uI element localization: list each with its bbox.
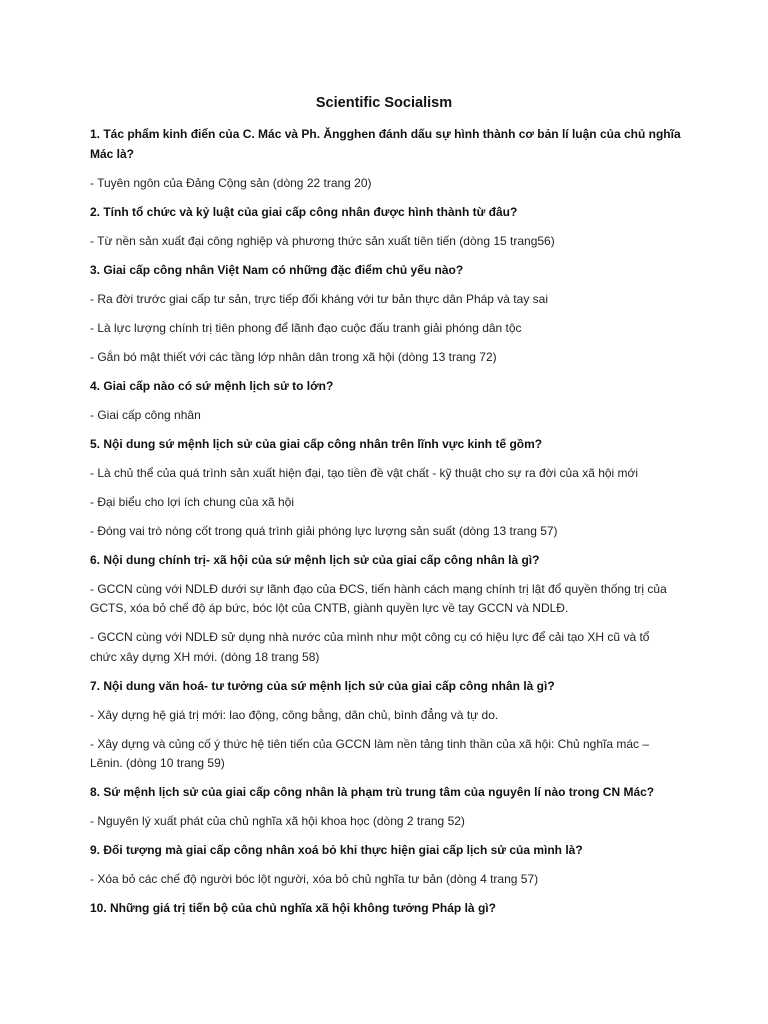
answer-2-1: - Từ nền sản xuất đại công nghiệp và phương thức sản xuất tiên tiến (dòng 15 trang56) (90, 233, 555, 248)
question-2: 2. Tính tổ chức và kỷ luật của giai cấp công nhân được hình thành từ đâu? (90, 204, 518, 219)
question-10: 10. Những giá trị tiến bộ của chủ nghĩa xã hội không tưởng Pháp là gì? (90, 901, 496, 915)
question-8: 8. Sứ mệnh lịch sử của giai cấp công nhân là phạm trù trung tâm của nguyên lí nào trong CN Mác? (90, 785, 655, 799)
qa-item-2 (90, 203, 768, 252)
qa-item-5 (90, 435, 768, 542)
answer-5-3: - Đóng vai trò nòng cốt trong quá trình giải phóng lực lượng sản suất (dòng 13 trang 57) (90, 523, 558, 538)
question-7: 7. Nội dung văn hoá- tư tưởng của sứ mệnh lịch sử của giai cấp công nhân là gì? (90, 678, 555, 693)
answer-line: Lênin. (dòng 10 trang 59) (90, 756, 225, 770)
answer-3-1: - Ra đời trước giai cấp tư sản, trực tiếp đối kháng với tư bản thực dân Pháp và tay sai (90, 291, 548, 306)
qa-item-10 (90, 899, 768, 919)
question-line: Mác là? (90, 146, 135, 161)
answer-line: GCTS, xóa bỏ chế độ áp bức, bóc lột của CNTB, giành quyền lực về tay GCCN và NDLĐ. (90, 601, 569, 615)
question-6: 6. Nội dung chính trị- xã hội của sứ mệnh lịch sử của giai cấp công nhân là gì? (90, 552, 540, 567)
answer-7-1: - Xây dựng hệ giá trị mới: lao động, công bằng, dân chủ, bình đẳng và tự do. (90, 707, 499, 722)
question-3: 3. Giai cấp công nhân Việt Nam có những đặc điểm chủ yếu nào? (90, 262, 464, 277)
question-9: 9. Đối tượng mà giai cấp công nhân xoá bỏ khi thực hiện giai cấp lịch sử của mình là? (90, 843, 583, 857)
document-title: Scientific Socialism (315, 95, 453, 111)
answer-5-1: - Là chủ thể của quá trình sản xuất hiện đại, tạo tiền đề vật chất - kỹ thuật cho sự ra đời của xã hội mới (90, 465, 639, 480)
answer-8-1: - Nguyên lý xuất phát của chủ nghĩa xã hội khoa học (dòng 2 trang 52) (90, 814, 465, 828)
answer-9-1: - Xóa bỏ các chế độ người bóc lột người, xóa bỏ chủ nghĩa tư bản (dòng 4 trang 57) (90, 872, 539, 886)
question-line: 1. Tác phẩm kinh điển của C. Mác và Ph. Ăngghen đánh dấu sự hình thành cơ bản lí luận của chủ nghĩa (90, 127, 681, 141)
answer-7-2 (90, 735, 768, 774)
qa-item-1 (90, 125, 768, 193)
answer-3-3: - Gắn bó mật thiết với các tầng lớp nhân dân trong xã hội (dòng 13 trang 72) (90, 349, 497, 364)
qa-item-9 (90, 841, 768, 890)
qa-item-8 (90, 783, 768, 832)
answer-6-2 (90, 628, 768, 667)
answer-4-1: - Giai cấp công nhân (90, 407, 201, 422)
question-5: 5. Nội dung sứ mệnh lịch sử của giai cấp công nhân trên lĩnh vực kinh tế gồm? (90, 436, 543, 451)
question-1 (90, 125, 768, 164)
qa-item-6 (90, 551, 768, 668)
qa-item-3 (90, 261, 768, 368)
question-4: 4. Giai cấp nào có sứ mệnh lịch sử to lớn? (90, 378, 334, 393)
qa-item-7 (90, 677, 768, 774)
answer-line: - GCCN cùng với NDLĐ dưới sự lãnh đạo của ĐCS, tiến hành cách mạng chính trị lật đổ quyền thống trị của (90, 581, 667, 596)
answer-6-1 (90, 580, 768, 619)
qa-item-4 (90, 377, 768, 426)
answer-line: - GCCN cùng với NDLĐ sử dụng nhà nước của mình như một công cụ có hiệu lực để cải tạo XH cũ và tổ (90, 630, 650, 644)
answer-line: - Xây dựng và củng cố ý thức hệ tiên tiến của GCCN làm nền tảng tinh thần của xã hội: Chủ nghĩa mác – (90, 736, 650, 751)
answer-line: chức xây dựng XH mới. (dòng 18 trang 58) (90, 649, 320, 664)
answer-3-2: - Là lực lượng chính trị tiên phong để lãnh đạo cuộc đấu tranh giải phóng dân tộc (90, 320, 522, 335)
answer-5-2: - Đại biểu cho lợi ích chung của xã hội (90, 494, 294, 509)
answer-1-1: - Tuyên ngôn của Đảng Cộng sản (dòng 22 trang 20) (90, 175, 372, 190)
